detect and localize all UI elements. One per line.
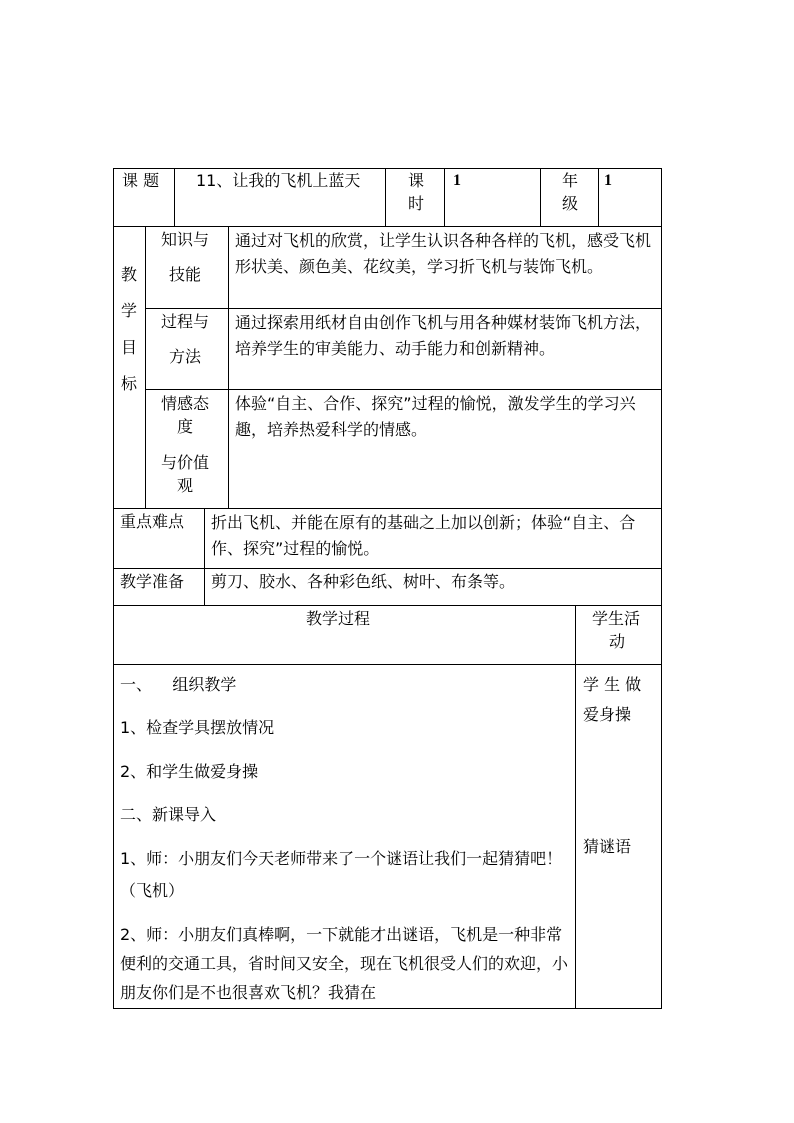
activity-2: 猜谜语: [583, 837, 632, 856]
knowledge-label-line-2: 技能: [169, 265, 202, 284]
key-points-label: 重点难点: [120, 512, 185, 531]
process-label-line-2: 方法: [169, 347, 202, 366]
grade-value: 1: [604, 172, 612, 189]
divider: [228, 226, 229, 509]
knowledge-text: 通过对飞机的欣赏，让学生认识各种各样的飞机，感受飞机形状美、颜色美、花纹美，学习折飞机与装饰飞机。: [235, 231, 652, 276]
topic-label: 课 题: [122, 171, 160, 190]
preparation-label: 教学准备: [120, 572, 185, 591]
process-line-5: 1、师：小朋友们今天老师带来了一个谜语让我们一起猜猜吧！（飞机）: [120, 849, 563, 900]
process-line-3: 2、和学生做爱身操: [120, 762, 259, 781]
hours-label-line-2: 时: [408, 194, 425, 213]
divider: [145, 308, 662, 309]
process-header: 教学过程: [306, 609, 371, 628]
objectives-group-label-2: 学: [121, 301, 138, 320]
divider: [113, 664, 662, 665]
process-line-6: 2、师：小朋友们真棒啊，一下就能才出谜语，飞机是一种非常便利的交通工具，省时间又安全，现在飞机很受人们的欢迎，小朋友你们是不也很喜欢飞机？我猜在: [120, 925, 569, 1002]
attitude-label-line-4: 观: [177, 476, 194, 495]
divider: [385, 168, 386, 227]
divider: [113, 226, 662, 227]
process-line-2: 1、检查学具摆放情况: [120, 718, 275, 737]
hours-value: 1: [453, 172, 461, 189]
lesson-title-text: 11、让我的飞机上蓝天: [196, 171, 361, 190]
divider: [113, 508, 662, 509]
knowledge-label-line-1: 知识与: [161, 230, 210, 249]
divider: [145, 389, 662, 390]
divider: [575, 605, 576, 1009]
activity-1-line-2: 爱身操: [583, 705, 632, 724]
divider: [113, 568, 662, 569]
objectives-group-label-4: 标: [121, 374, 138, 393]
table-border-left: [113, 168, 114, 1009]
hours-label-line-1: 课: [408, 171, 425, 190]
attitude-label-line-1: 情感态: [161, 394, 210, 413]
divider: [174, 168, 175, 227]
table-border-right: [661, 168, 662, 1009]
divider: [444, 168, 445, 227]
attitude-text: 体验“自主、合作、探究”过程的愉悦，激发学生的学习兴趣，培养热爱科学的情感。: [235, 394, 636, 439]
table-border-top: [113, 168, 662, 169]
grade-label-line-2: 级: [562, 194, 579, 213]
process-line-1: 一、 组织教学: [120, 675, 237, 694]
divider: [540, 168, 541, 227]
attitude-label-line-2: 度: [177, 417, 194, 436]
activity-1-line-1: 学 生 做: [583, 675, 642, 694]
divider: [204, 508, 205, 606]
process-line-4: 二、新课导入: [120, 805, 217, 824]
activity-header-line-1: 学生活: [592, 609, 641, 628]
objectives-group-label-1: 教: [121, 265, 138, 284]
lesson-title: [196, 173, 360, 189]
process-label-line-1: 过程与: [161, 312, 210, 331]
preparation-text: 剪刀、胶水、各种彩色纸、树叶、布条等。: [211, 572, 516, 591]
attitude-label-line-3: 与价值: [161, 453, 210, 472]
activity-header-line-2: 动: [609, 632, 626, 651]
divider: [113, 605, 662, 606]
key-points-text: 折出飞机、并能在原有的基础之上加以创新；体验“自主、合作、探究”过程的愉悦。: [211, 513, 636, 558]
grade-label-line-1: 年: [562, 171, 579, 190]
divider: [145, 226, 146, 509]
divider: [598, 168, 599, 227]
objectives-group-label-3: 目: [121, 338, 138, 357]
process-text: 通过探索用纸材自由创作飞机与用各种媒材装饰飞机方法，培养学生的审美能力、动手能力和创新精神。: [235, 313, 652, 358]
table-border-bottom: [113, 1008, 662, 1009]
